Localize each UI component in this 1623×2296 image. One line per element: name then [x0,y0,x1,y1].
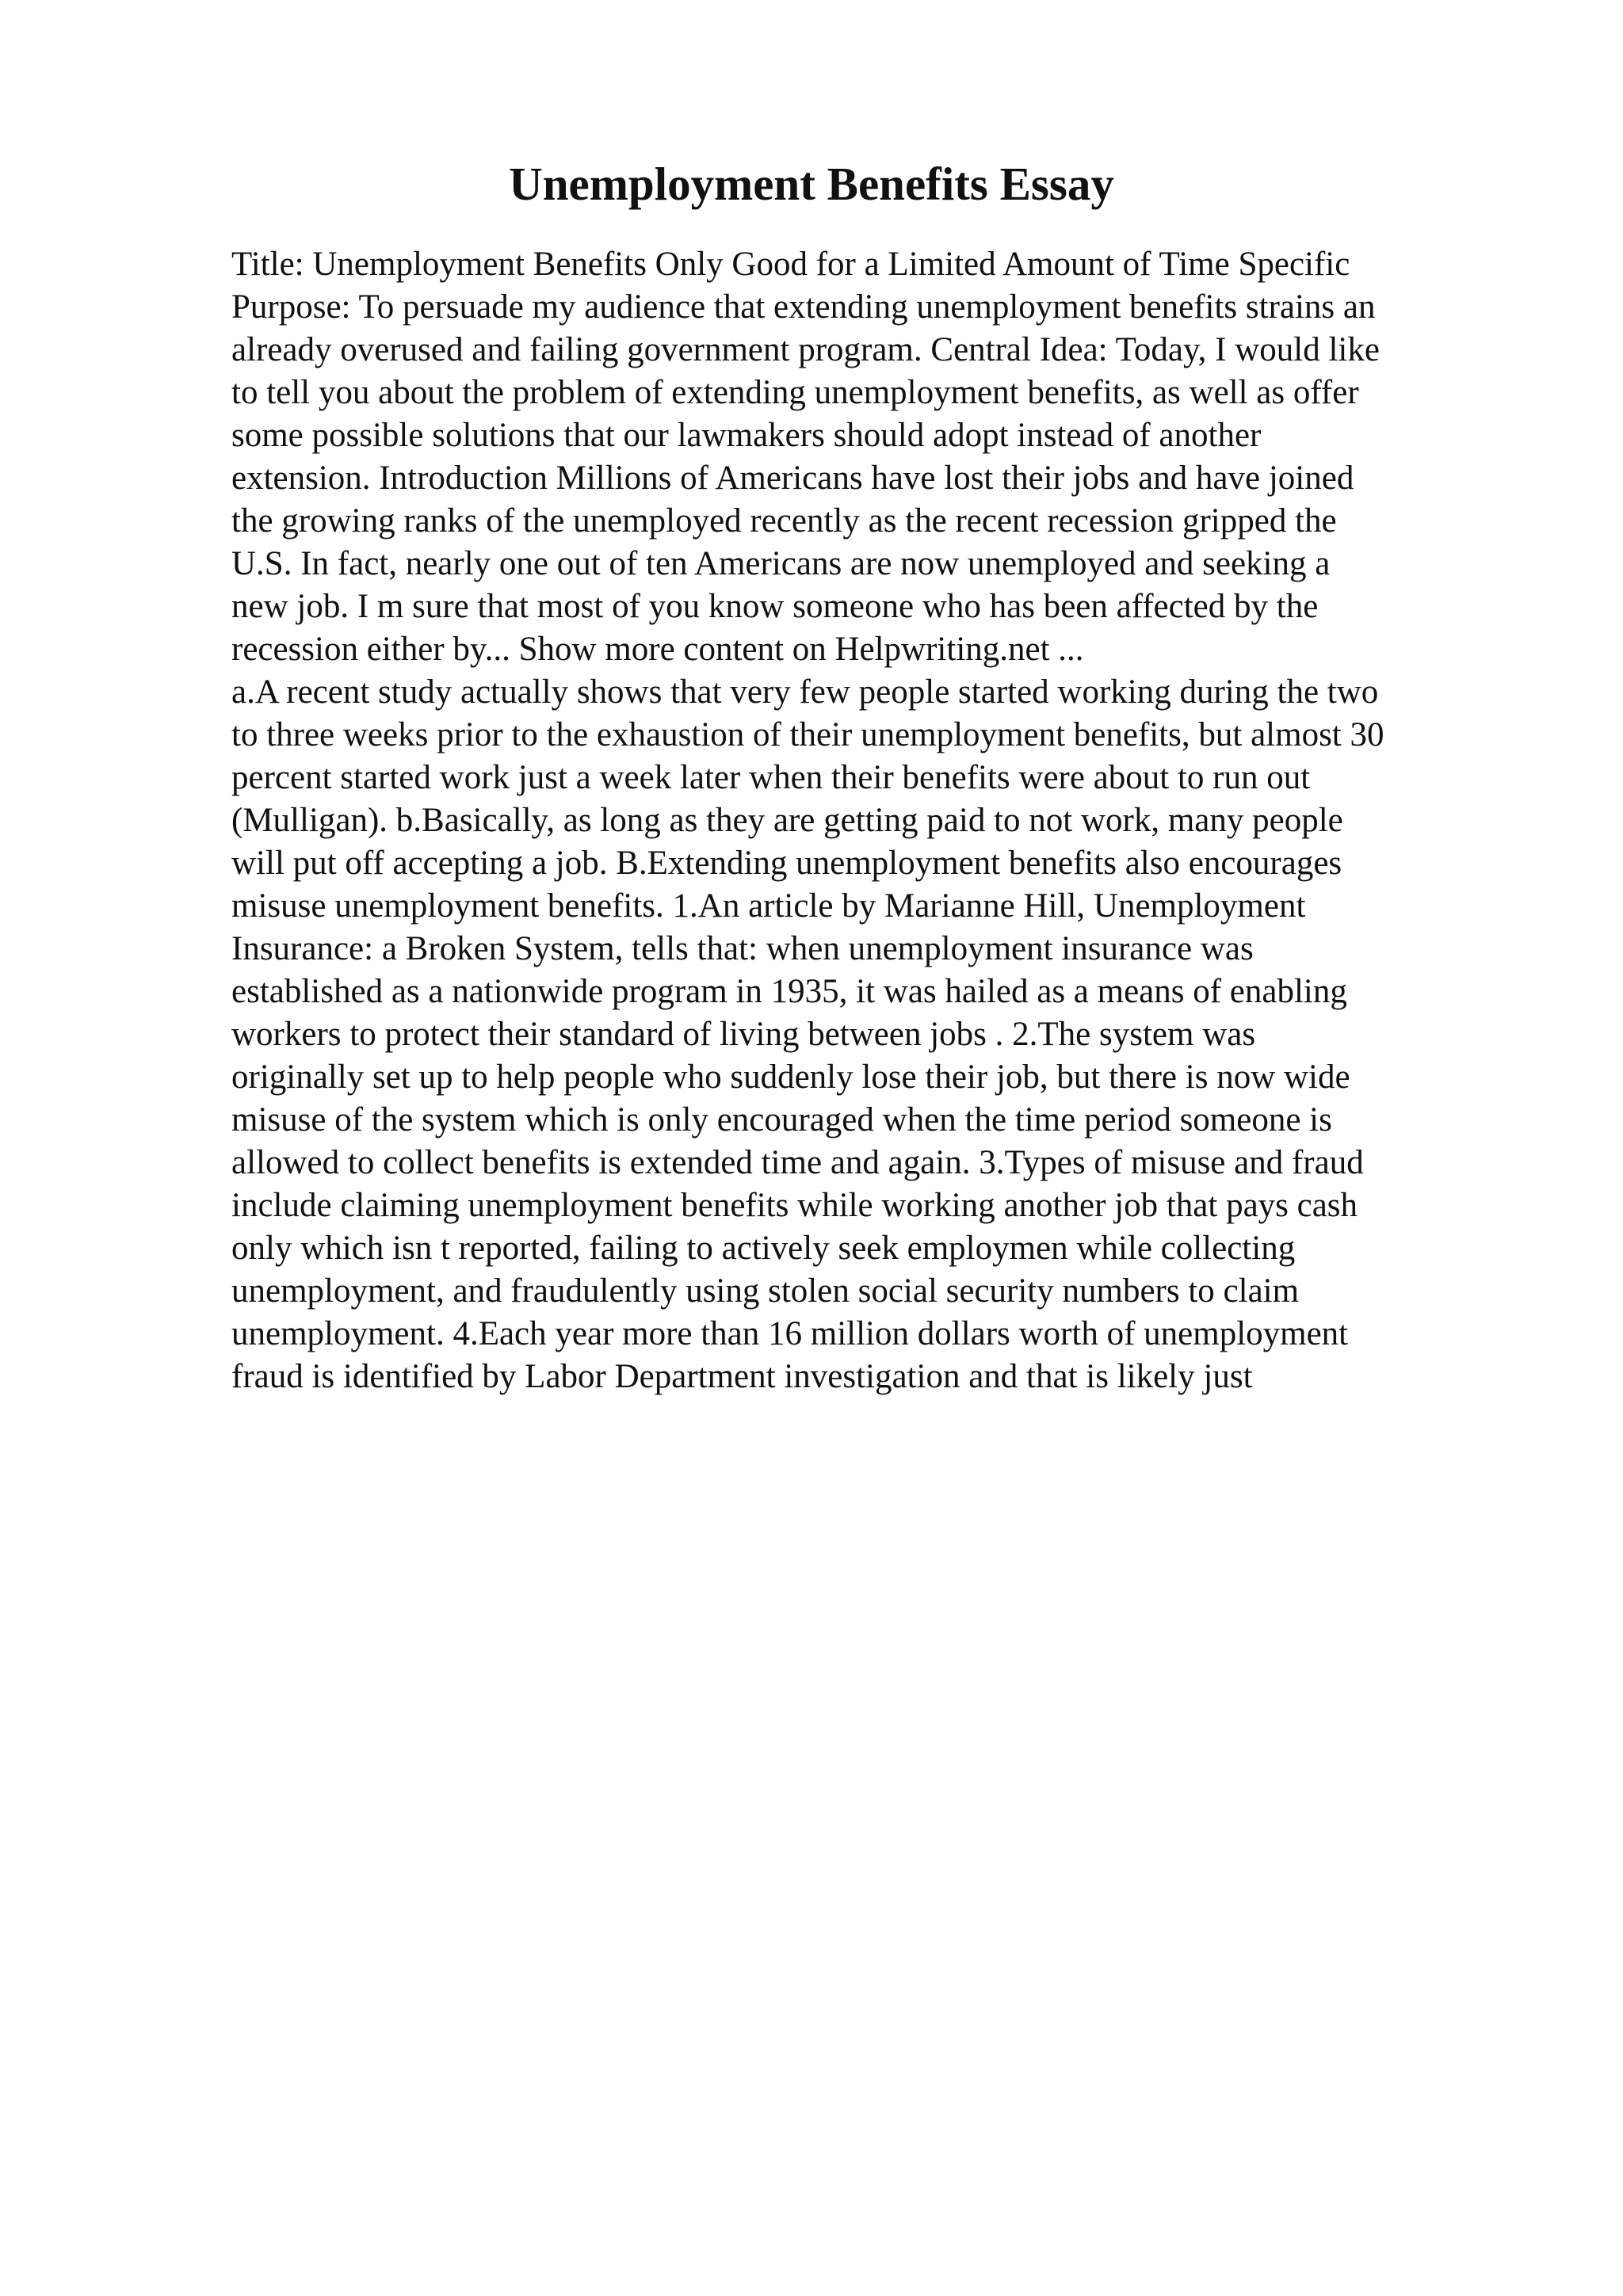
text-line: (Mulligan). b.Basically, as long as they are getting paid to not work, many people [231,802,1343,839]
text-line: Insurance: a Broken System, tells that: when unemployment insurance was [231,930,1254,967]
text-line: misuse of the system which is only encouraged when the time period someone is [231,1101,1332,1138]
text-line: a.A recent study actually shows that very few people started working during the two [231,673,1379,711]
text-line: include claiming unemployment benefits while working another job that pays cash [231,1187,1358,1224]
text-line: already overused and failing government program. Central Idea: Today, I would like [231,331,1380,368]
text-line: U.S. In fact, nearly one out of ten Americans are now unemployed and seeking a [231,545,1331,582]
text-line: only which isn t reported, failing to actively seek employmen while collecting [231,1230,1296,1267]
document-title: Unemployment Benefits Essay [509,158,1114,210]
text-line: percent started work just a week later when their benefits were about to run out [231,759,1311,796]
text-line: to tell you about the problem of extending unemployment benefits, as well as offer [231,374,1359,411]
text-line: misuse unemployment benefits. 1.An article by Marianne Hill, Unemployment [231,887,1306,925]
text-line: to three weeks prior to the exhaustion of their unemployment benefits, but almost 30 [231,716,1384,753]
text-line: fraud is identified by Labor Department investigation and that is likely just [231,1358,1253,1395]
text-line: Title: Unemployment Benefits Only Good for a Limited Amount of Time Specific [231,246,1350,283]
text-line: Purpose: To persuade my audience that extending unemployment benefits strains an [231,288,1376,326]
text-line: originally set up to help people who suddenly lose their job, but there is now wide [231,1058,1350,1096]
text-line: extension. Introduction Millions of Americans have lost their jobs and have joined [231,460,1354,497]
text-line: some possible solutions that our lawmakers should adopt instead of another [231,417,1262,454]
paragraph-intro [231,243,1499,671]
text-line: allowed to collect benefits is extended time and again. 3.Types of misuse and fraud [231,1144,1364,1181]
text-line: unemployment, and fraudulently using stolen social security numbers to claim [231,1272,1300,1310]
text-line: established as a nationwide program in 1935, it was hailed as a means of enabling [231,973,1347,1010]
paragraph-body [231,671,1499,1398]
text-line: unemployment. 4.Each year more than 16 million dollars worth of unemployment [231,1315,1349,1352]
text-line: will put off accepting a job. B.Extending unemployment benefits also encourages [231,845,1342,882]
text-line: the growing ranks of the unemployed recently as the recent recession gripped the [231,502,1337,540]
document-body [231,243,1499,1398]
text-line: new job. I m sure that most of you know someone who has been affected by the [231,588,1319,625]
text-line: workers to protect their standard of living between jobs . 2.The system was [231,1016,1256,1053]
text-line: recession either by... Show more content on Helpwriting.net ... [231,631,1084,668]
